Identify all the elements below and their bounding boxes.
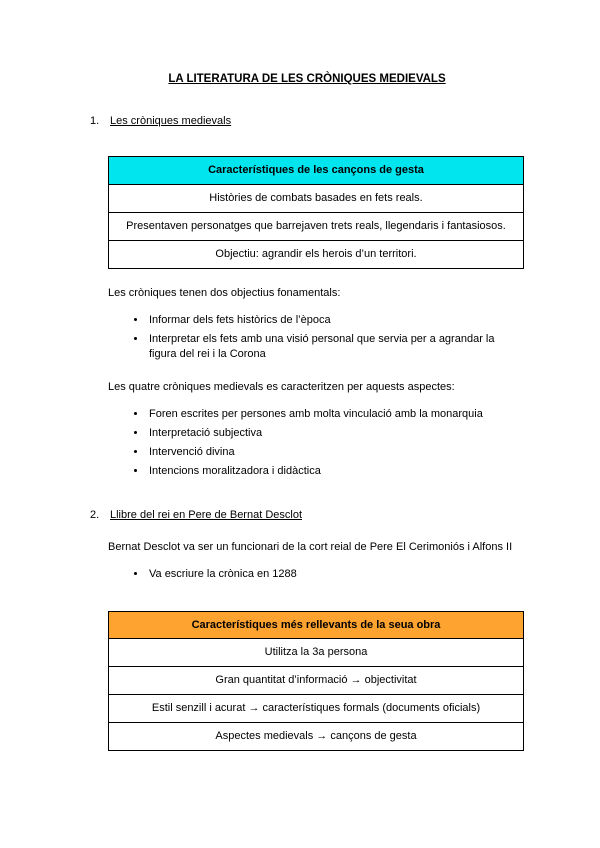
table-header-cell: Característiques de les cançons de gesta (109, 157, 524, 185)
desclot-intro: Bernat Desclot va ser un funcionari de la cort reial de Pere El Cerimoniós i Alfons II (108, 540, 513, 553)
table-header-row (109, 157, 524, 185)
section-2-number: 2. (90, 508, 100, 521)
table-cell: Objectiu: agrandir els herois d’un territori. (109, 240, 524, 268)
list-item: • Interpretació subjectiva (147, 426, 523, 442)
table-row (109, 639, 524, 667)
aspects-intro: Les quatre cròniques medievals es caracteritzen per aquests aspectes: (108, 381, 455, 394)
section-2-title: Llibre del rei en Pere de Bernat Desclot (110, 508, 302, 521)
list-item: • Foren escrites per persones amb molta vinculació amb la monarquia (147, 407, 523, 423)
section-2-heading-row (90, 508, 524, 523)
objectives-list (90, 313, 524, 364)
list-item: • Interpretar els fets amb una visió personal que servia per a agrandar la figura del rei i la Corona (147, 332, 523, 364)
list-item: • Intencions moralitzadora i didàctica (147, 464, 523, 480)
table-header-row (109, 611, 524, 639)
table-cell: Utilitza la 3a persona (109, 639, 524, 667)
table-header-cell: Característiques més rellevants de la seua obra (109, 611, 524, 639)
section-1-number: 1. (90, 114, 100, 127)
section-1-heading-row (90, 114, 524, 129)
list-item: • Intervenció divina (147, 445, 523, 461)
table-cell: Presentaven personatges que barrejaven trets reals, llegendaris i fantasiosos. (109, 213, 524, 241)
objectives-intro: Les cròniques tenen dos objectius fonamentals: (108, 286, 341, 299)
table-row (109, 185, 524, 213)
table-row (109, 240, 524, 268)
table-row (109, 722, 524, 750)
table-row (109, 213, 524, 241)
table-cell: Gran quantitat d’informació → objectivitat (109, 667, 524, 695)
table-cell: Aspectes medievals → cançons de gesta (109, 722, 524, 750)
table-row (109, 695, 524, 723)
section-1-title: Les cròniques medievals (110, 114, 232, 127)
table-row (109, 667, 524, 695)
desclot-characteristics-table (108, 611, 524, 751)
list-item: • Va escriure la crònica en 1288 (147, 567, 523, 583)
gesta-characteristics-table (108, 156, 524, 268)
list-item: • Informar dels fets històrics de l’època (147, 313, 523, 329)
aspects-list (90, 407, 524, 480)
document-title: LA LITERATURA DE LES CRÒNIQUES MEDIEVALS (168, 73, 446, 85)
desclot-facts-list (90, 567, 524, 583)
table-cell: Estil senzill i acurat → característiques formals (documents oficials) (109, 695, 524, 723)
table-cell: Històries de combats basades en fets reals. (109, 185, 524, 213)
